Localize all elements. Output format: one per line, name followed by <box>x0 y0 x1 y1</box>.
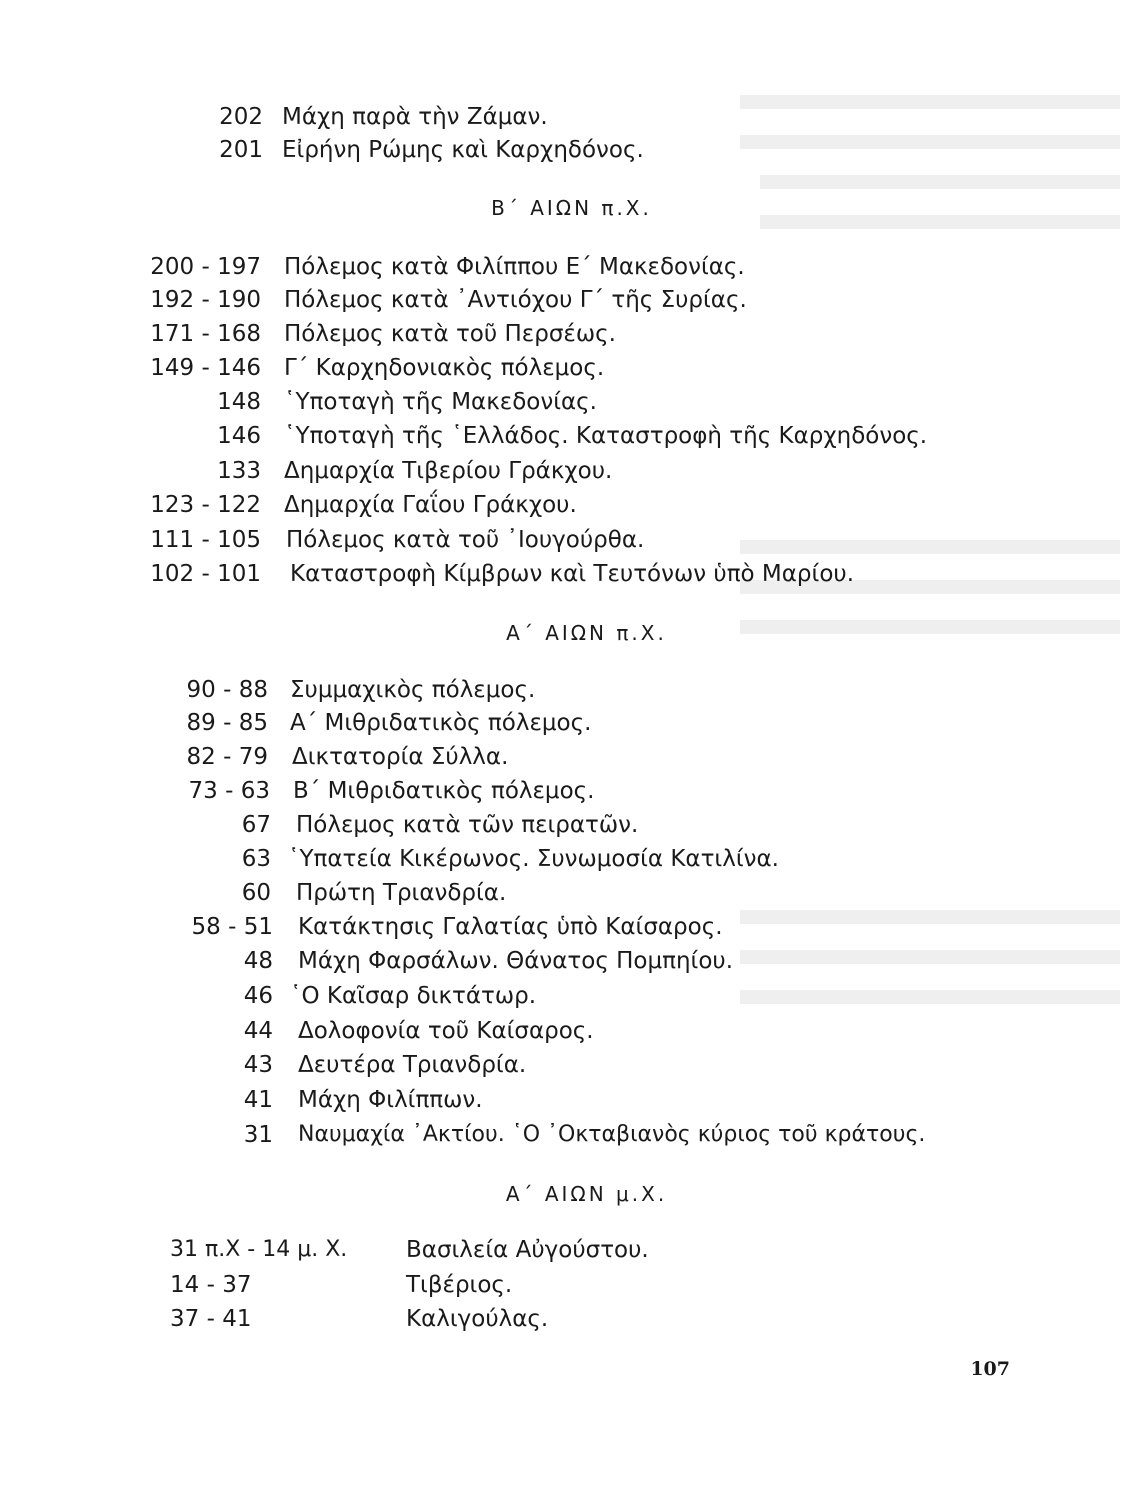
entry-text: ῾Υποταγὴ τῆς Μακεδονίας. <box>284 389 597 415</box>
entry-date: 73 - 63 <box>188 778 270 804</box>
entry-date: 102 - 101 <box>150 561 261 587</box>
chronology-entry <box>0 100 1143 134</box>
chronology-entry <box>0 910 1143 944</box>
chronology-entry <box>0 842 1143 876</box>
chronology-entry <box>0 557 1143 591</box>
entry-text: Κατάκτησις Γαλατίας ὑπὸ Καίσαρος. <box>298 914 723 940</box>
chronology-entry <box>0 133 1143 167</box>
chronology-entry <box>0 317 1143 351</box>
chronology-entry <box>0 454 1143 488</box>
chronology-entry <box>0 740 1143 774</box>
chronology-entry <box>0 250 1143 284</box>
entry-text: Τιβέριος. <box>406 1272 513 1298</box>
chronology-entry <box>0 979 1143 1013</box>
entry-date: 202 <box>219 104 263 130</box>
entry-date: 148 <box>217 389 261 415</box>
entry-text: Γ΄ Καρχηδονιακὸς πόλεμος. <box>284 355 605 381</box>
chronology-entry <box>0 488 1143 522</box>
entry-date: 14 - 37 <box>170 1272 252 1298</box>
entry-date: 37 - 41 <box>170 1306 252 1332</box>
entry-text: Α΄ Μιθριδατικὸς πόλεμος. <box>290 710 592 736</box>
entry-date: 60 <box>241 880 271 906</box>
entry-date: 63 <box>241 846 271 872</box>
chronology-entry <box>0 1233 1143 1267</box>
entry-text: Πρώτη Τριανδρία. <box>296 880 507 906</box>
chronology-entry <box>0 385 1143 419</box>
entry-date: 123 - 122 <box>150 492 261 518</box>
chronology-entry <box>0 944 1143 978</box>
entry-date: 192 - 190 <box>150 287 261 313</box>
chronology-entry <box>0 1083 1143 1117</box>
entry-date: 90 - 88 <box>186 677 268 703</box>
chronology-entry <box>0 808 1143 842</box>
entry-date: 46 <box>243 983 273 1009</box>
entry-text: Δημαρχία Γαΐου Γράκχου. <box>284 492 577 518</box>
entry-date: 67 <box>241 812 271 838</box>
entry-text: Βασιλεία Αὐγούστου. <box>406 1237 649 1263</box>
chronology-entry <box>0 283 1143 317</box>
entry-text: Δευτέρα Τριανδρία. <box>298 1052 527 1078</box>
entry-text: Δολοφονία τοῦ Καίσαρος. <box>298 1018 594 1044</box>
entry-date: 133 <box>217 458 261 484</box>
entry-text: Πόλεμος κατὰ τοῦ ᾿Ιουγούρθα. <box>286 527 645 553</box>
entry-text: Μάχη Φιλίππων. <box>298 1087 483 1113</box>
chronology-entry <box>0 1302 1143 1336</box>
entry-text: Πόλεμος κατὰ ᾿Αντιόχου Γ΄ τῆς Συρίας. <box>284 287 747 313</box>
chronology-entry <box>0 876 1143 910</box>
entry-date: 31 <box>243 1122 273 1148</box>
entry-text: Ναυμαχία ᾿Ακτίου. ῾Ο ᾿Οκταβιανὸς κύριος τοῦ κράτους. <box>298 1122 926 1147</box>
entry-text: Β΄ Μιθριδατικὸς πόλεμος. <box>293 778 595 804</box>
entry-date: 149 - 146 <box>150 355 261 381</box>
chronology-entry <box>0 419 1143 453</box>
chronology-entry <box>0 1014 1143 1048</box>
century-heading: Α΄ ΑΙΩΝ μ.Χ. <box>505 1182 668 1206</box>
entry-text: Συμμαχικὸς πόλεμος. <box>290 677 536 703</box>
entry-text: ῾Υποταγὴ τῆς ῾Ελλάδος. Καταστροφὴ τῆς Καρχηδόνος. <box>284 423 928 449</box>
chronology-entry <box>0 351 1143 385</box>
entry-date: 31 π.Χ - 14 μ. Χ. <box>170 1237 348 1262</box>
century-heading: Α΄ ΑΙΩΝ π.Χ. <box>506 621 667 645</box>
entry-date: 48 <box>243 948 273 974</box>
entry-date: 41 <box>243 1087 273 1113</box>
entry-date: 200 - 197 <box>150 254 261 280</box>
entry-text: ῾Υπατεία Κικέρωνος. Συνωμοσία Κατιλίνα. <box>288 846 779 872</box>
chronology-entry <box>0 1118 1143 1152</box>
chronology-entry <box>0 1268 1143 1302</box>
chronology-entry <box>0 673 1143 707</box>
entry-text: Μάχη παρὰ τὴν Ζάμαν. <box>282 104 548 130</box>
chronology-entry <box>0 774 1143 808</box>
entry-text: ῾Ο Καῖσαρ δικτάτωρ. <box>290 983 537 1009</box>
entry-text: Πόλεμος κατὰ Φιλίππου Ε΄ Μακεδονίας. <box>284 254 745 280</box>
entry-text: Μάχη Φαρσάλων. Θάνατος Πομπηίου. <box>298 948 734 974</box>
entry-text: Καταστροφὴ Κίμβρων καὶ Τευτόνων ὑπὸ Μαρίου. <box>290 561 855 587</box>
entry-text: Πόλεμος κατὰ τῶν πειρατῶν. <box>296 812 639 838</box>
entry-date: 201 <box>219 137 263 163</box>
century-heading: Β΄ ΑΙΩΝ π.Χ. <box>491 196 652 220</box>
page-number: 107 <box>970 1358 1010 1380</box>
entry-date: 171 - 168 <box>150 321 261 347</box>
entry-date: 89 - 85 <box>186 710 268 736</box>
entry-text: Εἰρήνη Ρώμης καὶ Καρχηδόνος. <box>282 137 644 163</box>
entry-date: 43 <box>243 1052 273 1078</box>
entry-text: Δημαρχία Τιβερίου Γράκχου. <box>284 458 613 484</box>
entry-text: Καλιγούλας. <box>406 1306 549 1332</box>
chronology-entry <box>0 1048 1143 1082</box>
entry-text: Πόλεμος κατὰ τοῦ Περσέως. <box>284 321 616 347</box>
chronology-entry <box>0 706 1143 740</box>
chronology-entry <box>0 523 1143 557</box>
entry-date: 146 <box>217 423 261 449</box>
entry-date: 82 - 79 <box>186 744 268 770</box>
entry-date: 111 - 105 <box>150 527 261 553</box>
entry-text: Δικτατορία Σύλλα. <box>292 744 509 770</box>
entry-date: 44 <box>243 1018 273 1044</box>
entry-date: 58 - 51 <box>191 914 273 940</box>
